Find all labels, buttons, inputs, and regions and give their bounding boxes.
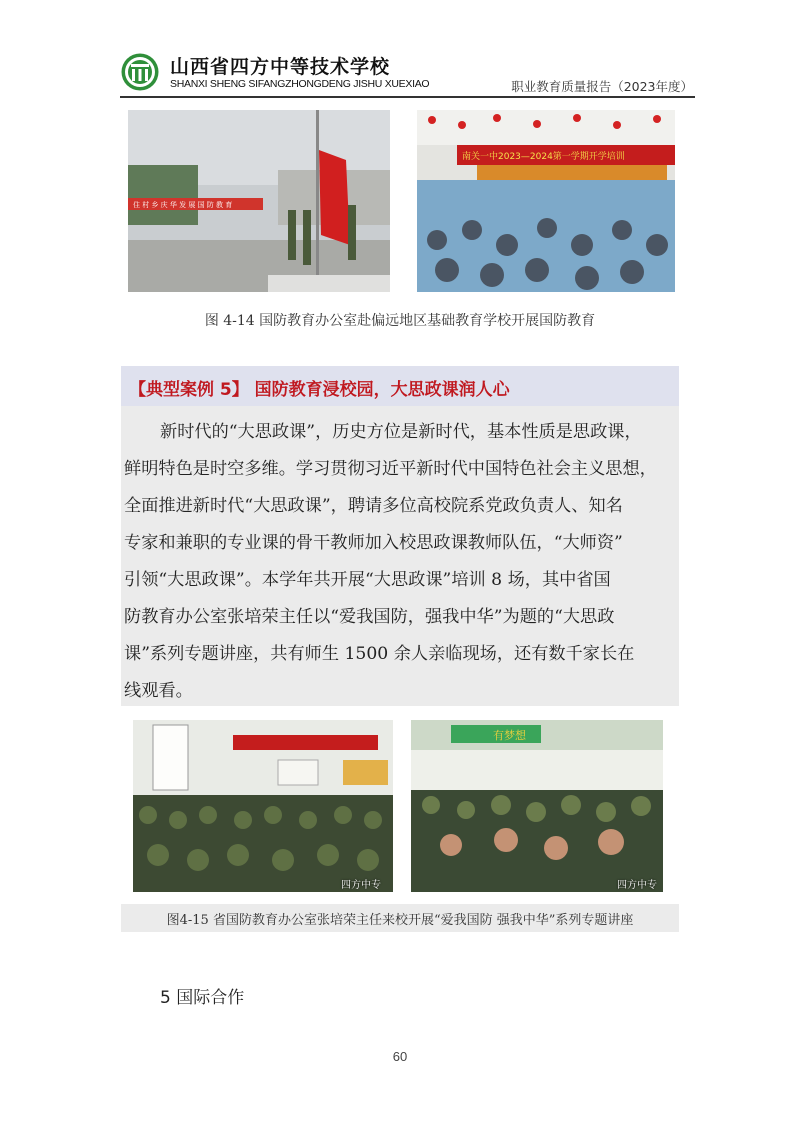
watermark-right: 四方中专	[617, 880, 657, 891]
figure-15-caption-bar	[121, 904, 679, 932]
watermark-left: 四方中专	[341, 880, 381, 891]
case-title: 【典型案例 5】 国防教育浸校园，大思政课润人心	[129, 380, 510, 400]
section-heading: 5 国际合作	[160, 988, 245, 1008]
case-line: 线观看。	[124, 681, 193, 701]
banner-text-right: 南关一中2023—2024第一学期开学培训	[462, 152, 625, 162]
page-number: 60	[392, 1049, 408, 1064]
case-line: 专家和兼职的专业课的骨干教师加入校思政课教师队伍，“大师资”	[124, 533, 623, 553]
photo-students-applauding	[411, 720, 663, 892]
banner-text-left: 住 村 乡 庆 华 发 展 国 防 教 育	[133, 201, 233, 209]
school-name-en: SHANXI SHENG SIFANGZHONGDENG JISHU XUEXIAO	[170, 78, 430, 90]
figure-14-caption: 图 4-14 国防教育办公室赴偏远地区基础教育学校开展国防教育	[204, 313, 596, 329]
school-logo-icon	[120, 52, 160, 92]
page-header	[120, 50, 695, 98]
photo-flag-ceremony	[128, 110, 390, 292]
case-line: 引领“大思政课”。本学年共开展“大思政课”培训 8 场，其中省国	[124, 570, 611, 590]
photo-school-assembly	[417, 110, 675, 292]
case-line: 全面推进新时代“大思政课”，聘请多位高校院系党政负责人、知名	[124, 496, 623, 516]
report-title: 职业教育质量报告（2023年度）	[511, 79, 693, 94]
figure-15-caption: 图4-15 省国防教育办公室张培荣主任来校开展“爱我国防 强我中华”系列专题讲座	[166, 913, 634, 928]
case-line: 课”系列专题讲座，共有师生 1500 余人亲临现场，还有数千家长在	[124, 644, 635, 664]
school-name-cn: 山西省四方中等技术学校	[170, 56, 391, 78]
photo-banner-right: 有梦想	[493, 729, 526, 742]
case-study-box	[121, 366, 679, 706]
case-body	[124, 414, 676, 710]
case-line: 新时代的“大思政课”，历史方位是新时代，基本性质是思政课，	[160, 422, 642, 442]
case-line: 鲜明特色是时空多维。学习贯彻习近平新时代中国特色社会主义思想，	[124, 459, 657, 479]
photo-lecture-classroom	[133, 720, 393, 892]
case-line: 防教育办公室张培荣主任以“爱我国防，强我中华”为题的“大思政	[124, 607, 615, 627]
case-title-bar	[121, 366, 679, 406]
